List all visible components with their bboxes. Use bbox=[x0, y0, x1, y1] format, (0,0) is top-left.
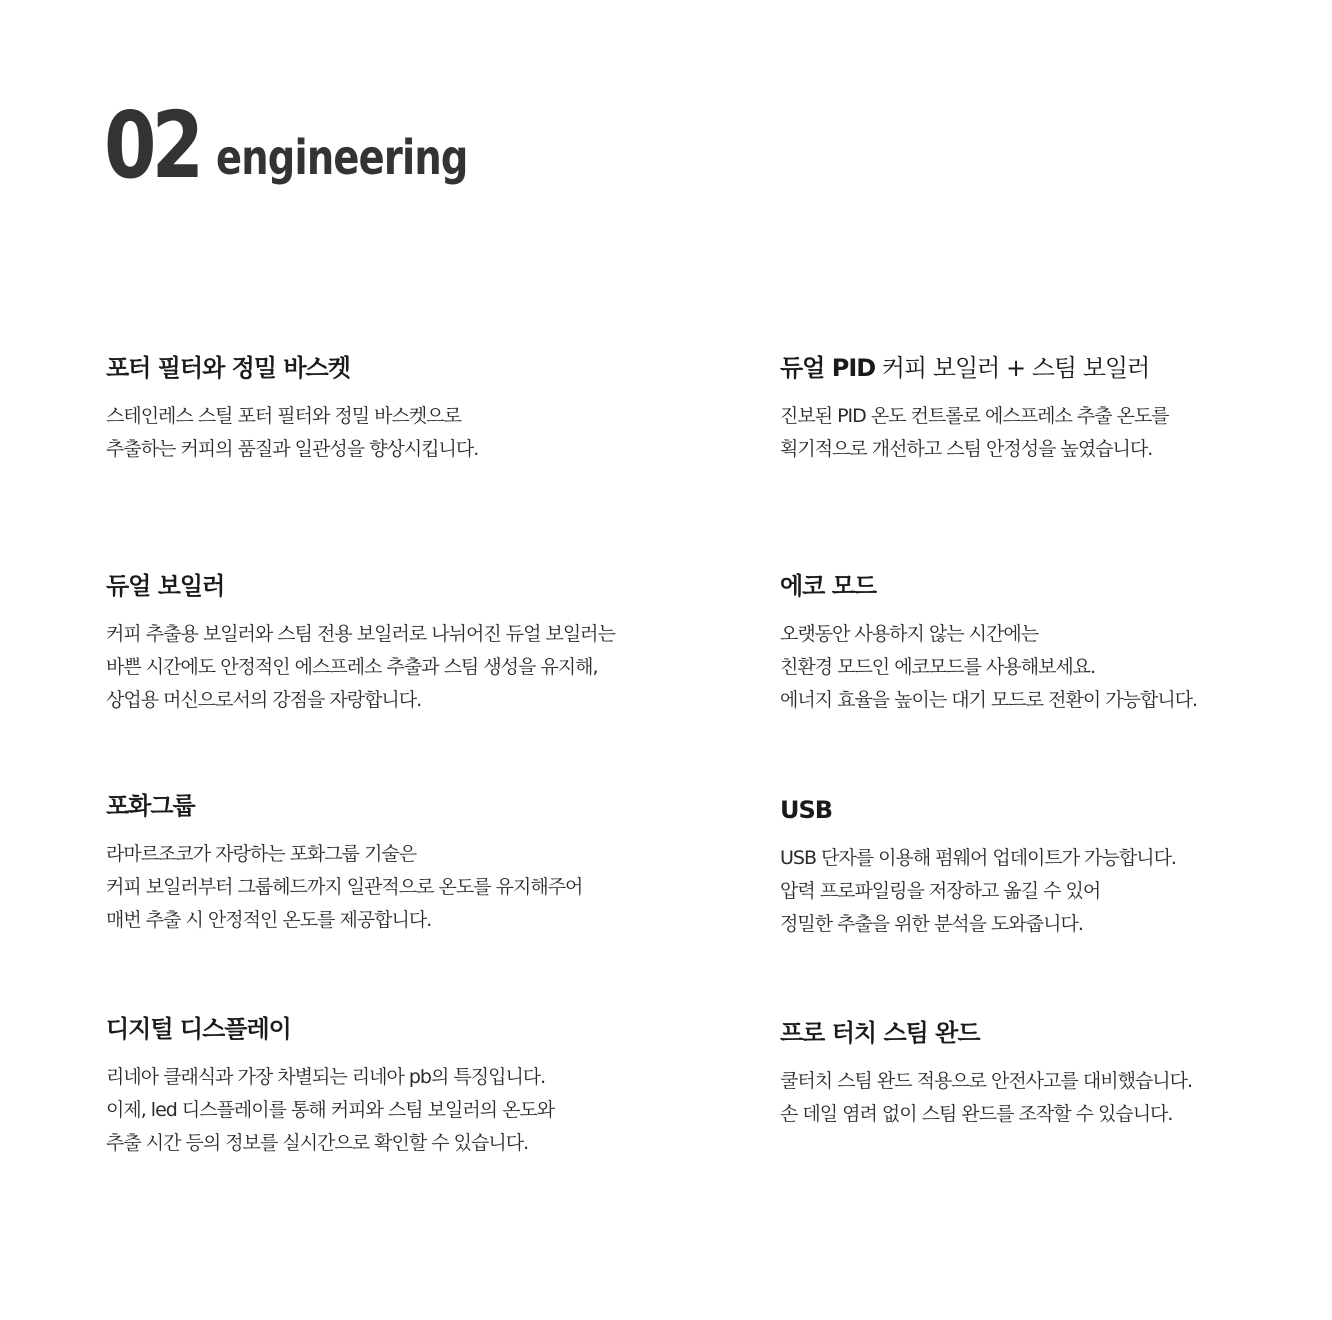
feature-title: 포화그룹 bbox=[106, 792, 195, 820]
section-number: 02 bbox=[104, 92, 200, 199]
description-line: 추출 시간 등의 정보를 실시간으로 확인할 수 있습니다. bbox=[106, 1132, 529, 1154]
description-line: 압력 프로파일링을 저장하고 옮길 수 있어 bbox=[780, 880, 1101, 902]
description-line: 진보된 PID 온도 컨트롤로 에스프레소 추출 온도를 bbox=[780, 405, 1169, 427]
feature-description bbox=[780, 1065, 1332, 1131]
description-line: 리네아 클래식과 가장 차별되는 리네아 pb의 특징입니다. bbox=[106, 1066, 546, 1088]
description-line: 라마르조코가 자랑하는 포화그룹 기술은 bbox=[106, 843, 417, 865]
description-line: 커피 보일러부터 그룹헤드까지 일관적으로 온도를 유지해주어 bbox=[106, 876, 583, 898]
feature-title: 에코 모드 bbox=[780, 572, 877, 600]
description-line: 손 데일 염려 없이 스팀 완드를 조작할 수 있습니다. bbox=[780, 1103, 1173, 1125]
feature-title-bold: 듀얼 PID bbox=[780, 354, 876, 382]
feature-usb bbox=[780, 794, 1332, 941]
feature-title: 디지털 디스플레이 bbox=[106, 1015, 291, 1043]
description-line: 매번 추출 시 안정적인 온도를 제공합니다. bbox=[106, 909, 432, 931]
description-line: USB 단자를 이용해 펌웨어 업데이트가 가능합니다. bbox=[780, 847, 1176, 869]
feature-porter-filter bbox=[106, 352, 666, 466]
description-line: 획기적으로 개선하고 스팀 안정성을 높였습니다. bbox=[780, 438, 1153, 460]
description-line: 오랫동안 사용하지 않는 시간에는 bbox=[780, 623, 1039, 645]
feature-title: 프로 터치 스팀 완드 bbox=[780, 1019, 980, 1047]
feature-description bbox=[780, 400, 1332, 466]
description-line: 바쁜 시간에도 안정적인 에스프레소 추출과 스팀 생성을 유지해, bbox=[106, 656, 598, 678]
feature-title: USB bbox=[780, 796, 833, 824]
section-title: engineering bbox=[216, 130, 468, 186]
feature-description bbox=[106, 618, 666, 717]
feature-description bbox=[780, 842, 1332, 941]
feature-title bbox=[780, 352, 1332, 384]
description-line: 정밀한 추출을 위한 분석을 도와줍니다. bbox=[780, 913, 1083, 935]
feature-description bbox=[780, 618, 1332, 717]
description-line: 에너지 효율을 높이는 대기 모드로 전환이 가능합니다. bbox=[780, 689, 1198, 711]
description-line: 쿨터치 스팀 완드 적용으로 안전사고를 대비했습니다. bbox=[780, 1070, 1193, 1092]
description-line: 스테인레스 스틸 포터 필터와 정밀 바스켓으로 bbox=[106, 405, 461, 427]
feature-title: 포터 필터와 정밀 바스켓 bbox=[106, 354, 350, 382]
feature-description bbox=[106, 400, 666, 466]
feature-title-light: 커피 보일러 + 스팀 보일러 bbox=[875, 354, 1150, 382]
description-line: 상업용 머신으로서의 강점을 자랑합니다. bbox=[106, 689, 422, 711]
feature-title: 듀얼 보일러 bbox=[106, 572, 225, 600]
feature-digital-display bbox=[106, 1013, 666, 1160]
feature-pro-touch-steam-wand bbox=[780, 1017, 1332, 1131]
feature-description bbox=[106, 838, 666, 937]
description-line: 커피 추출용 보일러와 스팀 전용 보일러로 나뉘어진 듀얼 보일러는 bbox=[106, 623, 615, 645]
feature-saturated-group bbox=[106, 790, 666, 937]
feature-dual-pid bbox=[780, 352, 1332, 466]
description-line: 친환경 모드인 에코모드를 사용해보세요. bbox=[780, 656, 1096, 678]
feature-description bbox=[106, 1061, 666, 1160]
feature-dual-boiler bbox=[106, 570, 666, 717]
feature-eco-mode bbox=[780, 570, 1332, 717]
description-line: 추출하는 커피의 품질과 일관성을 향상시킵니다. bbox=[106, 438, 479, 460]
description-line: 이제, led 디스플레이를 통해 커피와 스팀 보일러의 온도와 bbox=[106, 1099, 555, 1121]
section-header bbox=[104, 92, 531, 199]
